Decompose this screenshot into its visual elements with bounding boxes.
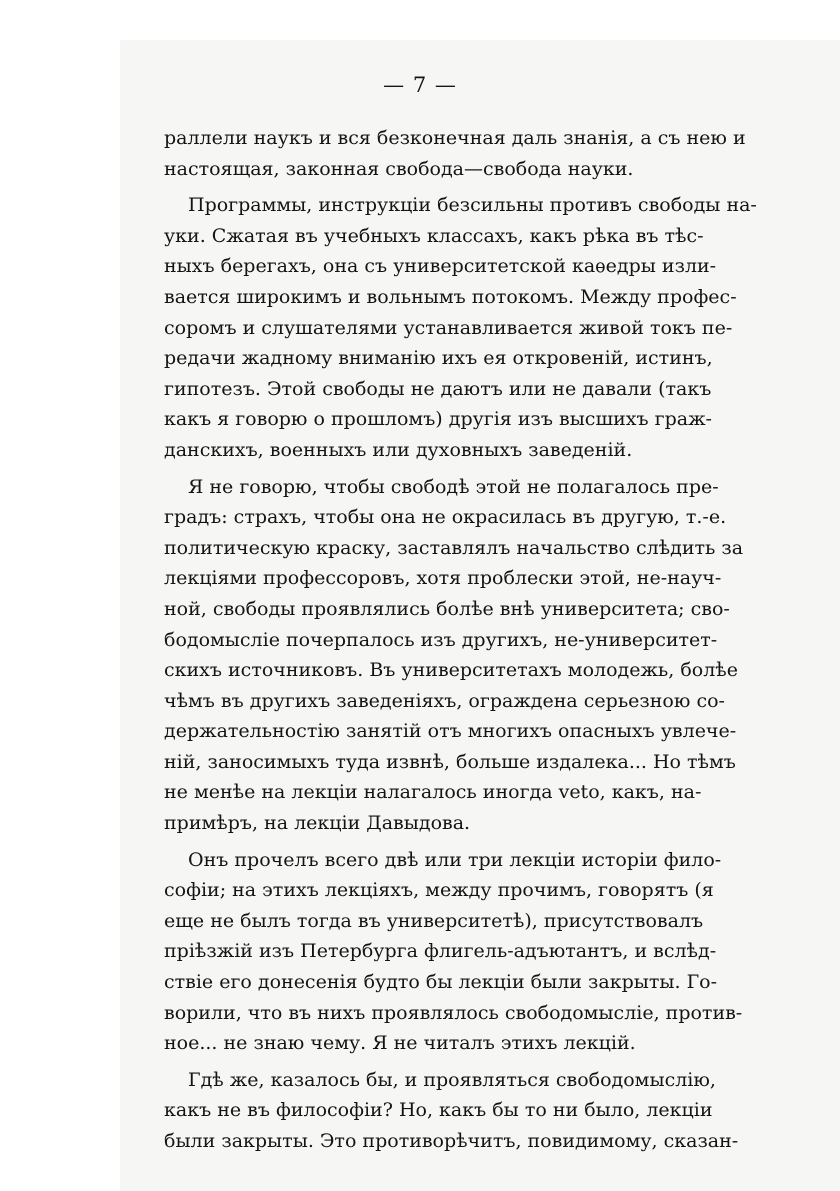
text-line: настоящая, законная свобода—свобода науки.: [164, 157, 634, 180]
text-line: пріѣзжій изъ Петербурга флигель-адъютантъ, и вслѣд-: [164, 940, 717, 963]
text-line: ній, заносимыхъ туда извнѣ, больше издалека... Но тѣмъ: [164, 750, 736, 773]
text-line: редачи жадному вниманію ихъ ея откровеній, истинъ,: [164, 347, 713, 370]
text-line: уки. Сжатая въ учебныхъ классахъ, какъ рѣка въ тѣс-: [164, 224, 704, 247]
text-line: Я не говорю, чтобы свободѣ этой не полагалось пре-: [188, 475, 719, 498]
text-line: не менѣе на лекціи налагалось иногда veto, какъ, на-: [164, 781, 702, 804]
text-line: бодомысліе почерпалось изъ другихъ, не-университет-: [164, 628, 718, 651]
text-line: Онъ прочелъ всего двѣ или три лекціи исторіи фило-: [188, 848, 722, 871]
page-number: — 7 —: [383, 73, 457, 97]
text-line: ное... не знаю чему. Я не читалъ этихъ лекцій.: [164, 1032, 636, 1055]
text-line: ной, свободы проявлялись болѣе внѣ университета; сво-: [164, 597, 730, 620]
text-line: градъ: страхъ, чтобы она не окрасилась въ другую, т.-е.: [164, 506, 727, 529]
text-line: ныхъ берегахъ, она съ университетской каѳедры изли-: [164, 255, 717, 278]
text-line: какъ я говорю о прошломъ) другія изъ высшихъ граж-: [164, 408, 712, 431]
text-line: ворили, что въ нихъ проявлялось свободомысліе, против-: [164, 1001, 743, 1024]
text-line: данскихъ, военныхъ или духовныхъ заведеній.: [164, 438, 633, 461]
text-line: ствіе его донесенія будто бы лекціи были закрыты. Го-: [164, 971, 718, 994]
text-line: чѣмъ въ другихъ заведеніяхъ, ограждена серьезною со-: [164, 689, 725, 712]
text-line: софіи; на этихъ лекціяхъ, между прочимъ, говорятъ (я: [164, 879, 714, 902]
text-line: соромъ и слушателями устанавливается живой токъ пе-: [164, 316, 733, 339]
text-line: примѣръ, на лекціи Давыдова.: [164, 812, 471, 835]
text-line: были закрыты. Это противорѣчитъ, повидимому, сказан-: [164, 1130, 739, 1152]
text-line: раллели наукъ и вся безконечная даль знанія, а съ нею и: [164, 127, 746, 149]
text-line: гипотезъ. Этой свободы не даютъ или не давали (такъ: [164, 377, 712, 400]
text-line: держательностію занятій отъ многихъ опасныхъ увлече-: [164, 720, 737, 743]
text-line: скихъ источниковъ. Въ университетахъ молодежь, болѣе: [164, 659, 739, 682]
text-line: вается широкимъ и вольнымъ потокомъ. Между профес-: [164, 285, 737, 308]
body-text: [164, 123, 757, 1157]
text-line: еще не былъ тогда въ университетѣ), присутствовалъ: [164, 909, 704, 932]
text-line: какъ не въ философіи? Но, какъ бы то ни было, лекціи: [164, 1099, 713, 1122]
text-line: политическую краску, заставлялъ начальство слѣдить за: [164, 536, 744, 559]
text-line: лекціями профессоровъ, хотя проблески этой, не-науч-: [164, 567, 722, 590]
text-line: Гдѣ же, казалось бы, и проявляться свободомыслію,: [188, 1068, 716, 1091]
text-line: Программы, инструкціи безсильны противъ свободы на-: [188, 194, 757, 217]
